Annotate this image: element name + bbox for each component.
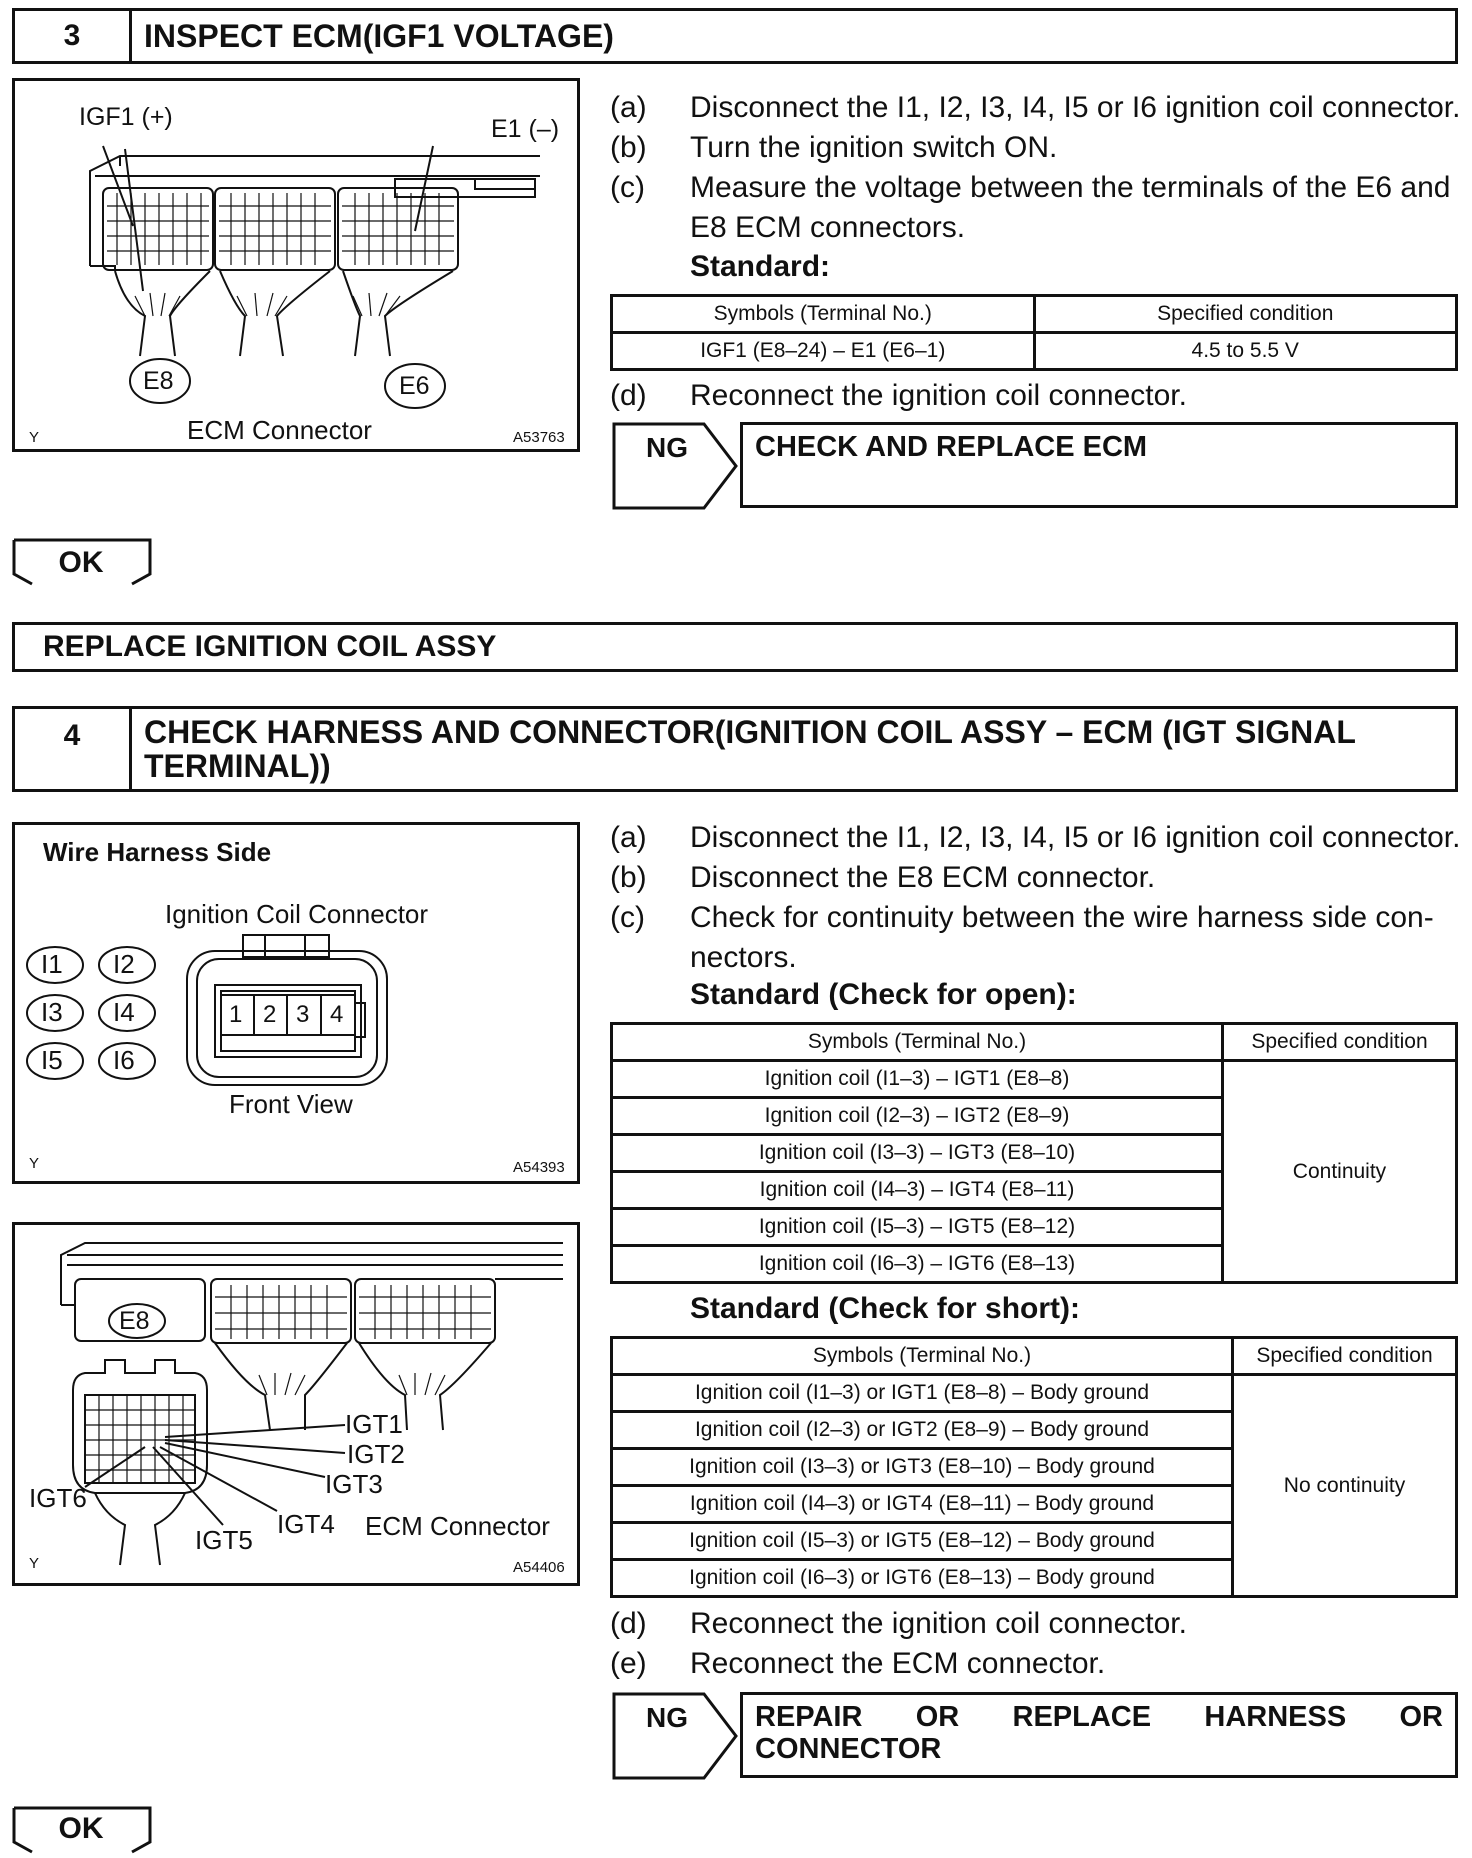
igt1-label: IGT1 bbox=[345, 1409, 403, 1439]
ng-label: NG bbox=[646, 432, 688, 463]
table-header: Specified condition bbox=[1223, 1024, 1457, 1061]
igf1-plus-label: IGF1 (+) bbox=[79, 103, 173, 131]
figure-id: A54393 bbox=[513, 1159, 565, 1176]
e1-minus-label: E1 (–) bbox=[491, 115, 560, 143]
step-letter: (c) bbox=[610, 901, 645, 934]
coil-label: I6 bbox=[113, 1045, 135, 1075]
pin-number: 2 bbox=[263, 1001, 277, 1028]
table-header: Symbols (Terminal No.) bbox=[612, 1024, 1223, 1061]
figure-corner-mark: Y bbox=[29, 1155, 40, 1172]
ecm-connector-caption: ECM Connector bbox=[365, 1511, 550, 1541]
step-text: Reconnect the ignition coil connector. bbox=[690, 379, 1187, 412]
table-cell: Ignition coil (I6–3) – IGT6 (E8–13) bbox=[612, 1246, 1223, 1283]
figure-corner-mark: Y bbox=[29, 1555, 40, 1572]
step3-standard-label: Standard: bbox=[690, 250, 831, 283]
igt4-label: IGT4 bbox=[277, 1509, 335, 1539]
pin-number: 3 bbox=[296, 1001, 310, 1028]
replace-ignition-coil-bar: REPLACE IGNITION COIL ASSY bbox=[12, 622, 1458, 672]
igt5-label: IGT5 bbox=[195, 1525, 253, 1555]
step3-title: INSPECT ECM(IGF1 VOLTAGE) bbox=[144, 18, 614, 54]
front-view-label: Front View bbox=[229, 1089, 353, 1119]
table-cell: Ignition coil (I5–3) or IGT5 (E8–12) – Body ground bbox=[612, 1523, 1233, 1560]
step-text: Turn the ignition switch ON. bbox=[690, 131, 1058, 164]
step-letter: (b) bbox=[610, 131, 647, 164]
igt3-label: IGT3 bbox=[325, 1469, 383, 1499]
ignition-coil-connector-title: Ignition Coil Connector bbox=[165, 899, 429, 929]
step-text: Reconnect the ignition coil connector. bbox=[690, 1607, 1187, 1640]
table-header: Specified condition bbox=[1034, 296, 1457, 333]
coil-label: I4 bbox=[113, 997, 135, 1027]
ok-label: OK bbox=[58, 1812, 104, 1845]
e6-circle-label: E6 bbox=[399, 372, 430, 400]
step-text: Disconnect the I1, I2, I3, I4, I5 or I6 ignition coil connector. bbox=[690, 91, 1461, 124]
step4-header bbox=[12, 706, 1458, 792]
step4-title bbox=[132, 709, 1455, 789]
figure-corner-mark: Y bbox=[29, 429, 40, 446]
e8-circle-label: E8 bbox=[143, 367, 174, 395]
ng-label: NG bbox=[646, 1702, 688, 1733]
igt2-label: IGT2 bbox=[347, 1439, 405, 1469]
coil-label: I1 bbox=[41, 949, 63, 979]
open-check-table bbox=[610, 1022, 1458, 1284]
standard-short-label: Standard (Check for short): bbox=[690, 1292, 1081, 1325]
table-cell: Ignition coil (I3–3) – IGT3 (E8–10) bbox=[612, 1135, 1223, 1172]
step3-number: 3 bbox=[15, 11, 132, 61]
wire-harness-figure bbox=[12, 822, 580, 1184]
ng-action-box: CHECK AND REPLACE ECM bbox=[740, 422, 1458, 508]
table-cell: 4.5 to 5.5 V bbox=[1034, 333, 1457, 370]
table-cell: Ignition coil (I2–3) or IGT2 (E8–9) – Body ground bbox=[612, 1412, 1233, 1449]
step-text: Reconnect the ECM connector. bbox=[690, 1647, 1106, 1680]
step-text: Measure the voltage between the terminals of the E6 and bbox=[690, 171, 1451, 204]
condition-cell: Continuity bbox=[1223, 1061, 1457, 1283]
step-letter: (a) bbox=[610, 821, 647, 854]
ng-action-line2: CONNECTOR bbox=[755, 1733, 942, 1765]
ecm-connector-figure-step3 bbox=[12, 78, 580, 452]
step3-spec-table bbox=[610, 294, 1458, 371]
pin-number: 1 bbox=[229, 1001, 243, 1028]
e8-circle-label: E8 bbox=[119, 1307, 150, 1335]
step4-number: 4 bbox=[15, 709, 132, 789]
step-letter: (c) bbox=[610, 171, 645, 204]
short-check-table bbox=[610, 1336, 1458, 1598]
step-text: Disconnect the I1, I2, I3, I4, I5 or I6 ignition coil connector. bbox=[690, 821, 1461, 854]
step-letter: (d) bbox=[610, 379, 647, 412]
step4-title-line1: CHECK HARNESS AND CONNECTOR(IGNITION COIL ASSY – ECM (IGT SIGNAL bbox=[144, 714, 1356, 750]
table-cell: IGF1 (E8–24) – E1 (E6–1) bbox=[612, 333, 1035, 370]
table-cell: Ignition coil (I1–3) or IGT1 (E8–8) – Body ground bbox=[612, 1375, 1233, 1412]
table-header: Specified condition bbox=[1233, 1338, 1457, 1375]
table-header: Symbols (Terminal No.) bbox=[612, 1338, 1233, 1375]
coil-label: I2 bbox=[113, 949, 135, 979]
ecm-connector-figure-step4 bbox=[12, 1222, 580, 1586]
step-text: Disconnect the E8 ECM connector. bbox=[690, 861, 1156, 894]
coil-label: I5 bbox=[41, 1045, 63, 1075]
step-letter: (d) bbox=[610, 1607, 647, 1640]
step3-header bbox=[12, 8, 1458, 64]
ecm-connector-caption: ECM Connector bbox=[187, 415, 372, 445]
wire-harness-heading: Wire Harness Side bbox=[43, 837, 272, 867]
table-cell: Ignition coil (I4–3) – IGT4 (E8–11) bbox=[612, 1172, 1223, 1209]
step-letter: (b) bbox=[610, 861, 647, 894]
step-text: E8 ECM connectors. bbox=[690, 211, 966, 244]
step4-title-line2: TERMINAL)) bbox=[144, 748, 331, 784]
standard-open-label: Standard (Check for open): bbox=[690, 978, 1077, 1011]
table-cell: Ignition coil (I6–3) or IGT6 (E8–13) – Body ground bbox=[612, 1560, 1233, 1597]
igt6-label: IGT6 bbox=[29, 1483, 87, 1513]
step-letter: (e) bbox=[610, 1647, 647, 1680]
condition-cell: No continuity bbox=[1233, 1375, 1457, 1597]
table-cell: Ignition coil (I3–3) or IGT3 (E8–10) – Body ground bbox=[612, 1449, 1233, 1486]
table-header: Symbols (Terminal No.) bbox=[612, 296, 1035, 333]
coil-label: I3 bbox=[41, 997, 63, 1027]
table-cell: Ignition coil (I4–3) or IGT4 (E8–11) – Body ground bbox=[612, 1486, 1233, 1523]
ok-label: OK bbox=[58, 546, 104, 579]
ng-action-box bbox=[740, 1692, 1458, 1778]
step-text: nectors. bbox=[690, 941, 797, 974]
figure-id: A54406 bbox=[513, 1559, 565, 1576]
figure-id: A53763 bbox=[513, 429, 565, 446]
ng-action-line1: REPAIR OR REPLACE HARNESS OR bbox=[755, 1701, 1443, 1733]
pin-number: 4 bbox=[330, 1001, 344, 1028]
table-cell: Ignition coil (I2–3) – IGT2 (E8–9) bbox=[612, 1098, 1223, 1135]
step-letter: (a) bbox=[610, 91, 647, 124]
step-text: Check for continuity between the wire harness side con- bbox=[690, 901, 1434, 934]
table-cell: Ignition coil (I5–3) – IGT5 (E8–12) bbox=[612, 1209, 1223, 1246]
table-cell: Ignition coil (I1–3) – IGT1 (E8–8) bbox=[612, 1061, 1223, 1098]
